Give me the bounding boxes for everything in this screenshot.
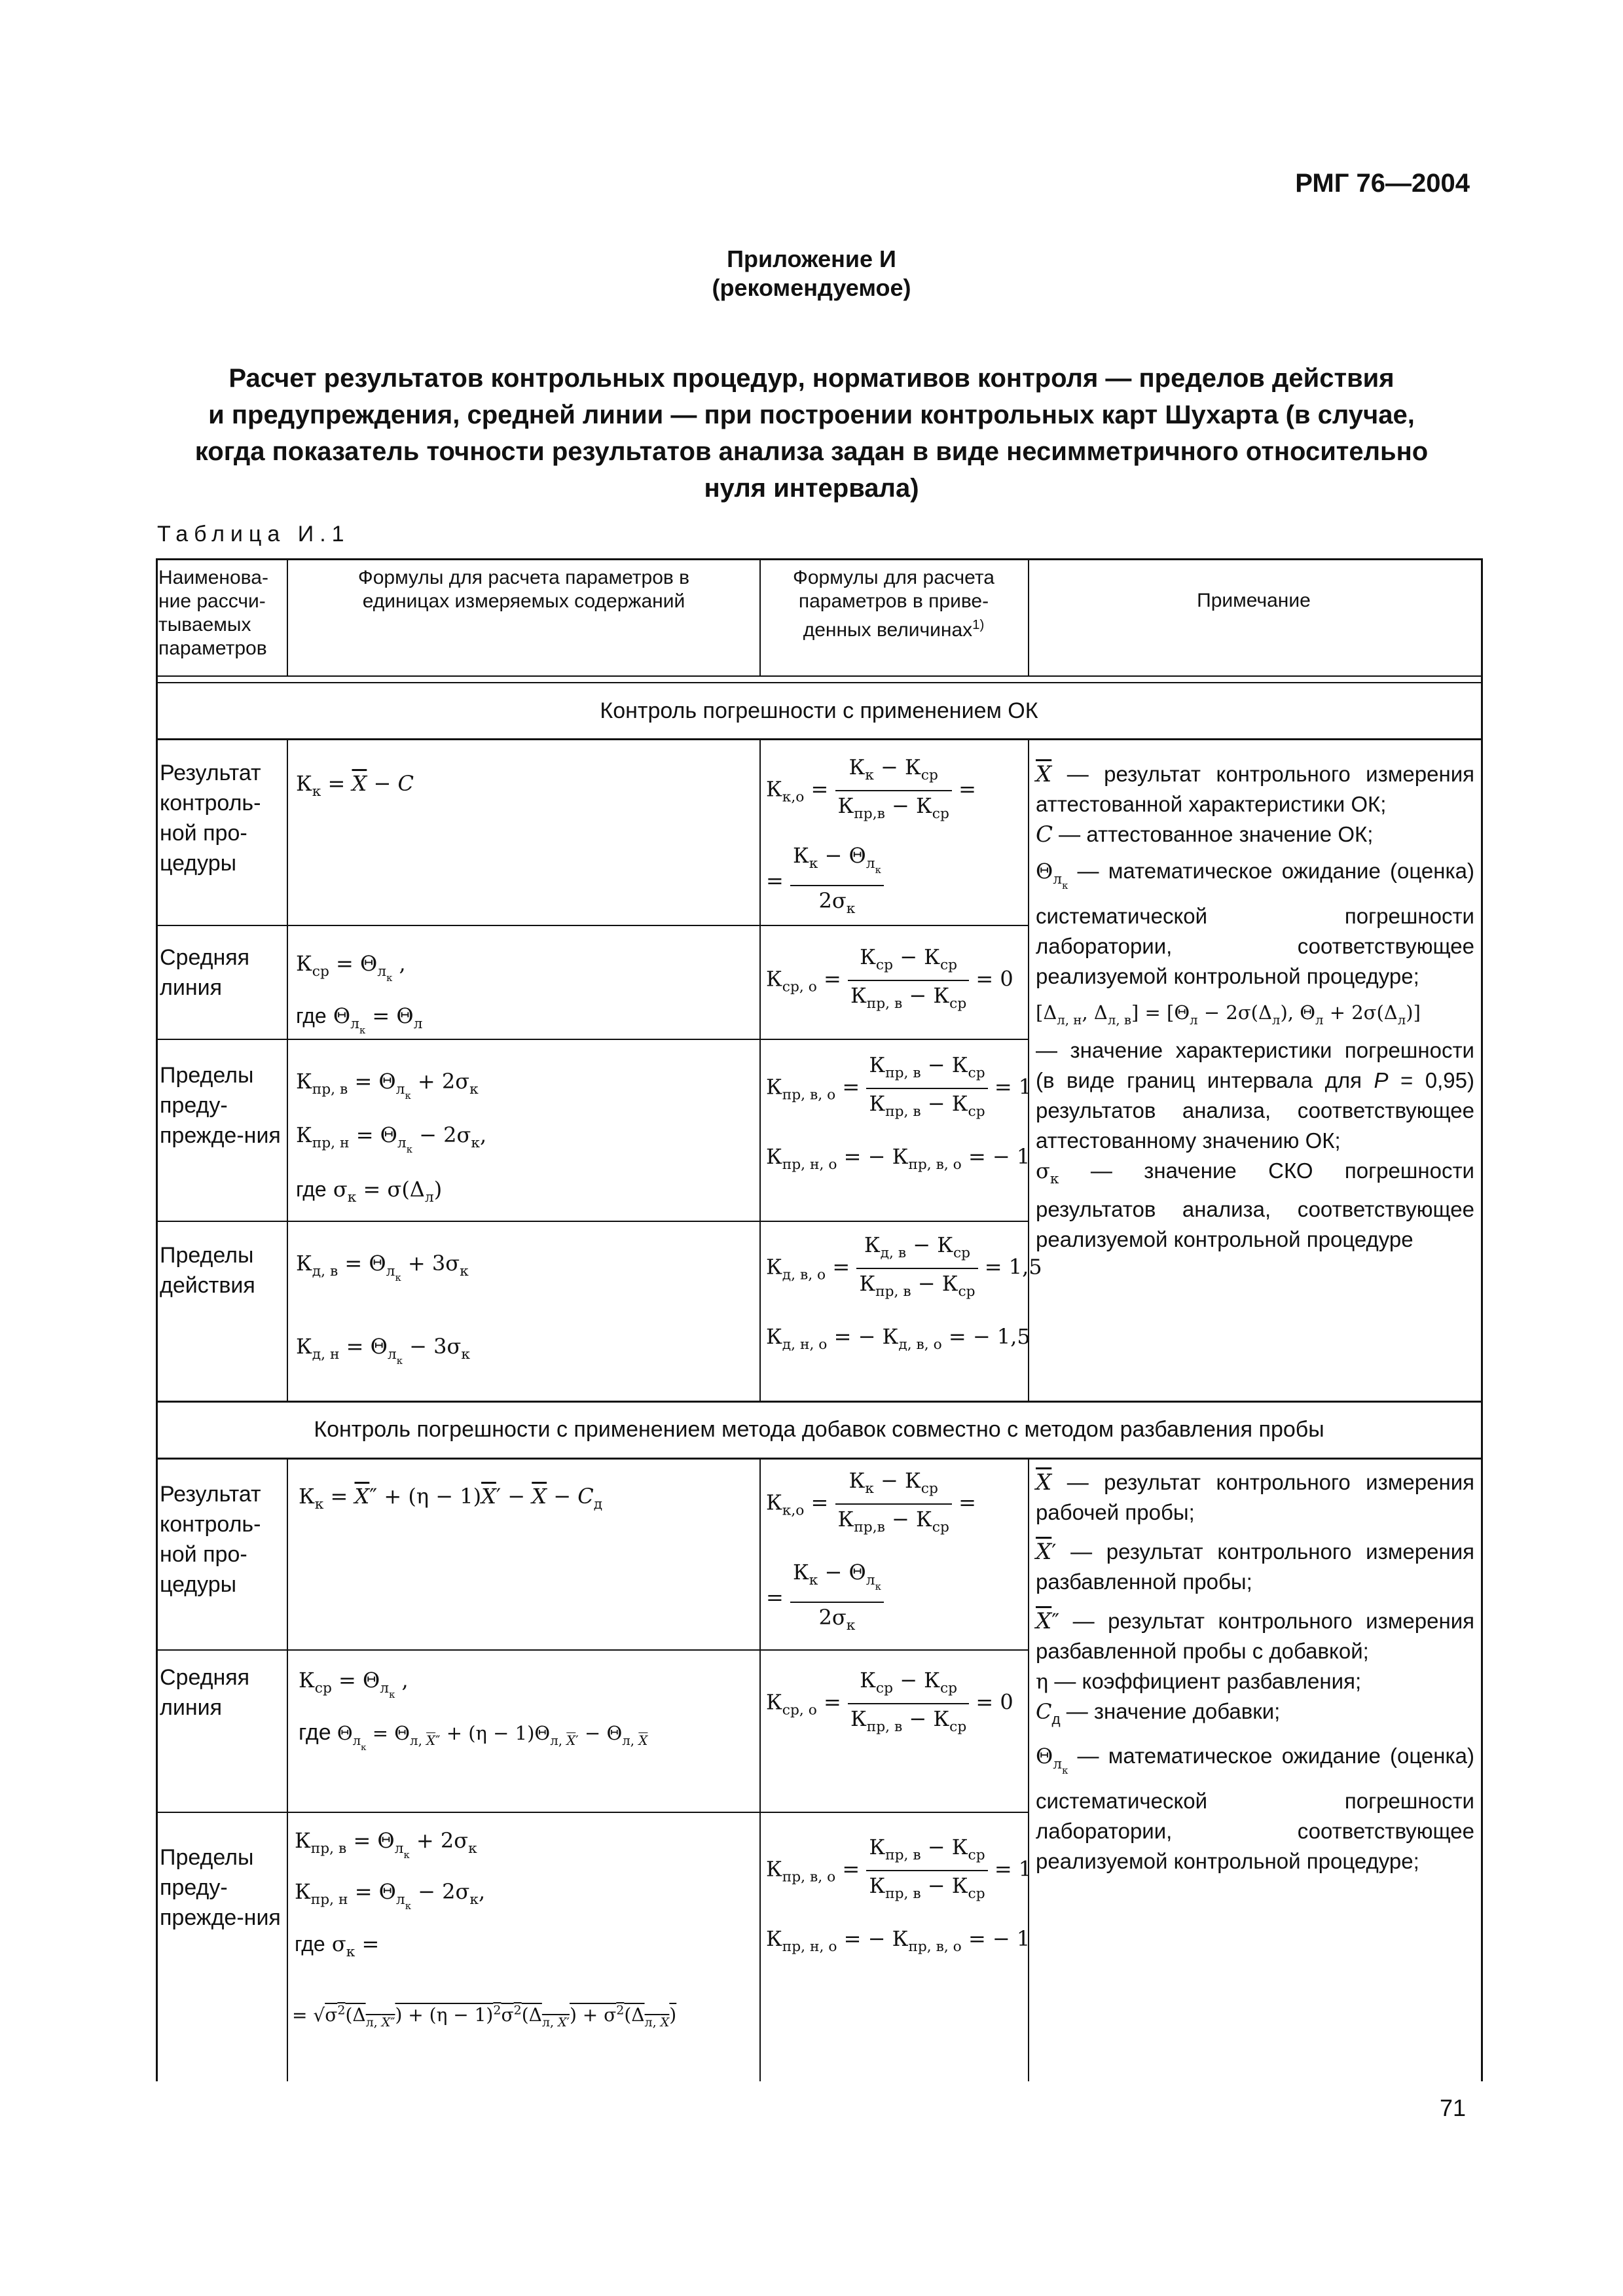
column-header-units: Формулы для расчета параметров в единицах измеряемых содержаний <box>357 567 690 612</box>
row-label-warning-limits: Пределы преду-прежде-ния <box>160 1063 281 1148</box>
note-text: — аттестованное значение ОК; <box>1053 822 1374 846</box>
document-code: РМГ 76—2004 <box>1295 169 1470 198</box>
column-header-parameter: Наименова-ние рассчи-тываемых параметров <box>158 567 268 659</box>
appendix-heading <box>0 245 1623 302</box>
formula-result-reduced: $К_{к,о}$ = $\frac{К_к - К_{ср}}{К_{пр,в} - К_{ср}}$ = <box>766 1466 976 1542</box>
formula-result-reduced: $К_{к,о}$ = $\frac{К_к - К_{ср}}{К_{пр,в} - К_{ср}}$ = <box>766 753 976 829</box>
formula-warning-lower: $К_{пр, н} = \Theta_{л_к} - 2\sigma_к$, <box>296 1122 487 1155</box>
formula-action-upper: $К_{д, в} = \Theta_{л_к} + 3\sigma_к$ <box>296 1251 469 1283</box>
table-label: Таблица И.1 <box>157 522 350 547</box>
note-text: — значение СКО погрешности результатов анализа, соответствующее реализуемой контрольной процедуре <box>1036 1158 1474 1251</box>
formula-action-lower: $К_{д, н} = \Theta_{л_к} - 3\sigma_к$ <box>296 1334 470 1367</box>
note-text: — значение добавки; <box>1060 1699 1281 1723</box>
section-title-additions: Контроль погрешности с применением метода добавок совместно с методом разбавления пробы <box>314 1417 1324 1442</box>
formula-sigma: где $\sigma_к = \sigma(\Delta_л)$ <box>296 1177 443 1206</box>
formula-action-lower-reduced: $К_{д, н, о}$ = − $К_{д, в, о}$ = − 1,5 <box>766 1324 1030 1353</box>
formula-sigma: где $\sigma_к$ = <box>295 1931 380 1960</box>
note-text: — результат контрольного измерения рабочей пробы; <box>1036 1470 1474 1524</box>
formula-result-reduced-2: = $\frac{К_к - \Theta_{л_к}}{2\sigma_к}$ <box>766 841 884 924</box>
note-item: — значение характеристики погрешности (в виде границ интервала для P = 0,95) результатов анализа, соответствующее аттестованному значению ОК; <box>1036 1038 1474 1153</box>
row-label-result: Результат контроль-ной про-цедуры <box>160 761 261 876</box>
title-line: и предупреждения, средней линии — при построении контрольных карт Шухарта (в случае, <box>208 401 1415 429</box>
formula-warning-lower: $К_{пр, н} = \Theta_{л_к} - 2\sigma_к$, <box>295 1879 486 1912</box>
page-number: 71 <box>1439 2094 1466 2121</box>
page-title <box>151 360 1472 507</box>
formula-warning-upper-reduced: $К_{пр, в, о}$ = $\frac{К_{пр, в} - К_{ср}}{К_{пр, в} - К_{ср}}$ = 1 <box>766 1050 1032 1126</box>
where-label: где <box>295 1932 325 1956</box>
note-text: — результат контрольного измерения разбавленной пробы; <box>1036 1539 1474 1594</box>
note-text: — значение характеристики погрешности (в виде границ интервала для <box>1036 1038 1474 1092</box>
column-header-note: Примечание <box>1197 590 1311 611</box>
where-label: где <box>296 1004 327 1028</box>
formula-warning-upper: $К_{пр, в} = \Theta_{л_к} + 2\sigma_к$ <box>295 1828 477 1861</box>
note-block-additions <box>1036 1467 1474 1876</box>
note-item: $\overline{X}'$ — результат контрольного измерения разбавленной пробы; <box>1036 1539 1474 1594</box>
note-text: — математическое ожидание (оценка) систематической погрешности лаборатории, соответствующее реализуемой контрольной процедуре; <box>1036 1744 1474 1873</box>
formula-result-reduced-2: = $\frac{К_к - \Theta_{л_к}}{2\sigma_к}$ <box>766 1558 884 1640</box>
note-text: — результат контрольного измерения аттестованной характеристики ОК; <box>1036 762 1474 816</box>
column-header-reduced <box>766 566 1021 642</box>
note-text: = 0,95) результатов анализа, соответствующее аттестованному значению ОК; <box>1036 1068 1474 1153</box>
where-label: где <box>299 1720 331 1745</box>
row-label-action-limits: Пределы действия <box>160 1243 255 1298</box>
where-label: где <box>296 1177 327 1201</box>
column-header-reduced-text: Формулы для расчета параметров в приве-денных величинах <box>793 567 994 641</box>
row-label-warning-limits: Пределы преду-прежде-ния <box>160 1845 281 1930</box>
note-item: $\Theta_{л_к}$ — математическое ожидание (оценка) систематической погрешности лаборатории, соответствующее реализуемой контрольной процедуре; <box>1036 859 1474 988</box>
title-line: Расчет результатов контрольных процедур, нормативов контроля — пределов действия <box>228 364 1395 393</box>
row-label-center-line: Средняя линия <box>160 945 250 1000</box>
row-label-result: Результат контроль-ной про-цедуры <box>160 1482 261 1597</box>
formula-warning-upper: $К_{пр, в} = \Theta_{л_к} + 2\sigma_к$ <box>296 1069 479 1102</box>
footnote-mark: 1) <box>972 618 985 632</box>
note-item: η — коэффициент разбавления; <box>1036 1669 1362 1694</box>
formula-center-line: $К_{ср} = \Theta_{л_к}$ , <box>299 1668 409 1700</box>
note-text: — результат контрольного измерения разбавленной пробы с добавкой; <box>1036 1609 1474 1663</box>
section-title-ok: Контроль погрешности с применением ОК <box>600 698 1038 723</box>
formula-action-upper-reduced: $К_{д, в, о}$ = $\frac{К_{д, в} - К_{ср}}{К_{пр, в} - К_{ср}}$ = 1,5 <box>766 1230 1042 1306</box>
note-text: — коэффициент разбавления; <box>1048 1669 1362 1693</box>
note-text: — математическое ожидание (оценка) систематической погрешности лаборатории, соответствующее реализуемой контрольной процедуре; <box>1036 859 1474 988</box>
formula-warning-lower-reduced: $К_{пр, н, о}$ = − $К_{пр, в, о}$ = − 1 <box>766 1926 1030 1955</box>
formula-result: $К_к = \overline{X} - C$ <box>296 771 414 800</box>
note-item: C — аттестованное значение ОК; <box>1036 821 1374 848</box>
formula-sigma-root: = $√\sigma^2(\Delta_{л, X''}) + (\eta - 1)^2\sigma^2(\Delta_{л, X'}) + \sigma^2(\Delta_{л, X})$ <box>292 2003 677 2030</box>
title-line: нуля интервала) <box>704 474 919 503</box>
note-item: $\overline{X}$ — результат контрольного измерения аттестованной характеристики ОК; <box>1036 761 1474 816</box>
appendix-status: (рекомендуемое) <box>712 274 911 301</box>
note-item: $\Theta_{л_к}$ — математическое ожидание (оценка) систематической погрешности лаборатории, соответствующее реализуемой контрольной процедуре; <box>1036 1744 1474 1873</box>
formula-center-line-where: где $\Theta_{л_к} = \Theta_л$ <box>296 1003 423 1036</box>
note-item: $C_д$ — значение добавки; <box>1036 1699 1281 1727</box>
note-block-ok <box>1036 759 1474 1255</box>
formula-center-line: $К_{ср} = \Theta_{л_к}$ , <box>296 951 406 984</box>
title-line: когда показатель точности результатов анализа задан в виде несимметричного относительно <box>194 437 1429 466</box>
formula-result: $К_к = \overline{X}'' + (\eta - 1)\overline{X}' - \overline{X} - C_д$ <box>299 1484 603 1513</box>
note-item: $\overline{X}$ — результат контрольного измерения рабочей пробы; <box>1036 1469 1474 1524</box>
row-label-center-line: Средняя линия <box>160 1665 250 1720</box>
note-item: [$\Delta_{л, н}$, $\Delta_{л, в}] = [\Theta_л - 2\sigma(\Delta_л)$, $\Theta_л + 2\sigma(\Delta_л)$] <box>1036 1001 1421 1028</box>
formula-center-line-where: где $\Theta_{л_к} = \Theta_{л, \overline{X}''} + (\eta - 1)\Theta_{л, \overline{X}'} - \Theta_{л, \overline{X}}$ <box>299 1720 648 1753</box>
formula-warning-lower-reduced: $К_{пр, н, о}$ = − $К_{пр, в, о}$ = − 1 <box>766 1144 1030 1173</box>
formula-center-line-reduced: $К_{ср, о}$ = $\frac{К_{ср} - К_{ср}}{К_{пр, в} - К_{ср}}$ = 0 <box>766 1666 1013 1742</box>
appendix-name: Приложение И <box>727 245 896 272</box>
formula-warning-upper-reduced: $К_{пр, в, о}$ = $\frac{К_{пр, в} - К_{ср}}{К_{пр, в} - К_{ср}}$ = 1 <box>766 1833 1032 1909</box>
formula-center-line-reduced: $К_{ср, о}$ = $\frac{К_{ср} - К_{ср}}{К_{пр, в} - К_{ср}}$ = 0 <box>766 942 1013 1018</box>
note-item: $\overline{X}''$ — результат контрольного измерения разбавленной пробы с добавкой; <box>1036 1608 1474 1663</box>
note-item: $\sigma_к$ — значение СКО погрешности результатов анализа, соответствующее реализуемой контрольной процедуре <box>1036 1158 1474 1251</box>
